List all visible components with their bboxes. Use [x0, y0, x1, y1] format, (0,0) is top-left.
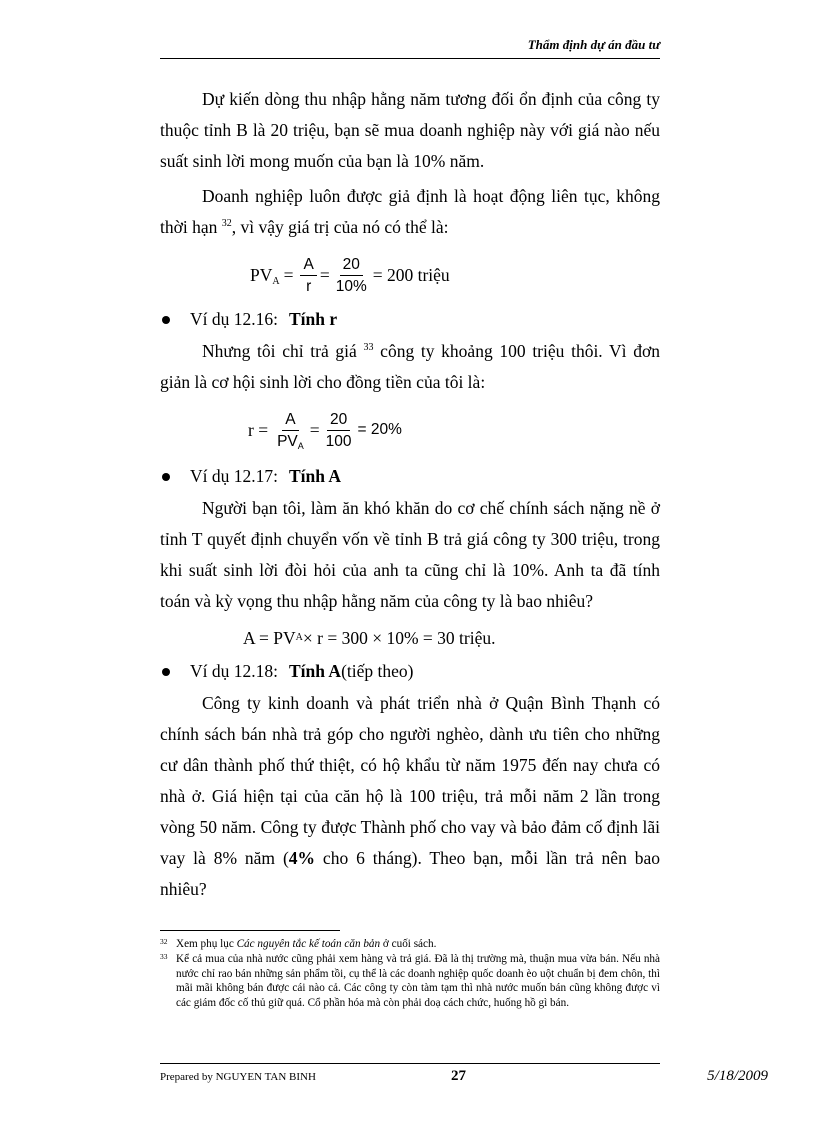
- example-label: Ví dụ 12.16:: [190, 309, 278, 329]
- fraction-denominator: $PV_A$: [277, 432, 304, 451]
- example-heading-12-18: [160, 655, 660, 688]
- fraction-denominator: 10%: [335, 277, 367, 295]
- example-title: Tính A: [289, 661, 342, 681]
- paragraph-offer-price: [160, 336, 660, 398]
- fraction-20-over-100: [323, 410, 355, 451]
- eq-lhs: r =: [248, 419, 269, 440]
- footnote-number: 33: [160, 951, 168, 961]
- example-heading-12-17: [160, 460, 660, 493]
- paragraph-intro: Dự kiến dòng thu nhập hằng năm tương đối ổn định của công ty thuộc tỉnh B là 20 triệu, bạn sẽ mua doanh nghiệp này với giá nào nếu suất sinh lời mong muốn của bạn là 10% năm.: [160, 89, 660, 171]
- bullet-icon: [162, 668, 170, 676]
- page-footer: [160, 1068, 768, 1088]
- equation-rate-of-return: [160, 402, 660, 458]
- footer-divider: [160, 1063, 660, 1064]
- footnotes: [160, 937, 660, 1011]
- bullet-icon: [162, 473, 170, 481]
- footnote-ref-32: 32: [221, 218, 232, 229]
- footnote-divider: [160, 930, 340, 931]
- fraction-numerator: 20: [340, 255, 363, 276]
- fraction-numerator: A: [300, 255, 316, 276]
- paragraph-text: Nhưng tôi chỉ trả giá: [202, 341, 364, 361]
- footnote-text: Xem phụ lục Các nguyên tắc kế toán căn bản ở cuối sách.: [176, 938, 437, 950]
- bold-rate: 4%: [288, 848, 316, 868]
- footnote-text: Kể cả mua của nhà nước cũng phải xem hàng và trả giá. Đã là thị trường mà, thuận mua vừa bán. Nếu nhà nước chỉ rao bán những sản phẩm tồi, cụ thể là các doanh nghiệp quốc doanh èo uột chuẩn bị đem chôn, thì mãi mãi không bán được cái nào cả. Các công ty còn tàm tạm thì nhà nước muốn bán cũng không được vì các giám đốc cố thủ giữ quá. Cổ phần hóa mà còn phải doạ cách chức, huống hồ gì bán.: [176, 952, 660, 1010]
- fraction-a-over-r: [300, 255, 316, 296]
- example-title-suffix: (tiếp theo): [341, 661, 414, 681]
- paragraph-text: , vì vậy giá trị của nó có thể là:: [231, 217, 449, 237]
- equation-annual-income: A = PV A × r = 300 × 10% = 30 triệu.: [243, 627, 496, 648]
- paragraph-installment: [160, 688, 660, 905]
- example-title: Tính r: [289, 309, 338, 329]
- page-number: 27: [451, 1068, 466, 1084]
- footnote-number: 32: [160, 937, 168, 946]
- page-body: [160, 84, 660, 905]
- example-title: Tính A: [289, 466, 342, 486]
- paragraph-friend-company: Người bạn tôi, làm ăn khó khăn do cơ chế chính sách nặng nề ở tỉnh T quyết định chuyển vốn về tỉnh B trả giá công ty 300 triệu, trong khi suất sinh lời đòi hỏi của anh ta cũng chỉ là 10%. Anh ta đã tính toán và kỳ vọng thu nhập hằng năm của công ty là bao nhiêu?: [160, 498, 660, 611]
- paragraph-text: công ty khoảng 100 triệu thôi. Vì đơn giản là cơ hội sinh lời cho đồng tiền của tôi là:: [160, 341, 660, 392]
- eq-result: = 200 triệu: [372, 264, 450, 285]
- eq-equals: =: [309, 419, 320, 440]
- footnote-33: [160, 952, 660, 1011]
- footnote-32: [160, 937, 660, 952]
- eq-equals: =: [283, 264, 294, 285]
- example-label: Ví dụ 12.18:: [190, 661, 278, 681]
- fraction-20-over-10pct: [333, 255, 370, 296]
- eq-lhs: $PV_A$: [250, 264, 280, 287]
- fraction-denominator: r: [306, 277, 312, 295]
- header-divider: [160, 58, 660, 59]
- footnote-ref-33: 33: [363, 342, 374, 353]
- eq-result: = 20%: [357, 421, 402, 438]
- paragraph-text: cho 6 tháng). Theo bạn, mỗi lần trả nên bao nhiêu?: [160, 848, 660, 899]
- footer-author: Prepared by NGUYEN TAN BINH: [160, 1071, 316, 1083]
- eq-equals: =: [319, 264, 330, 285]
- paragraph-text: Doanh nghiệp luôn được giả định là hoạt động liên tục, không thời hạn: [160, 186, 660, 237]
- paragraph-going-concern: [160, 181, 660, 243]
- fraction-denominator: 100: [325, 432, 352, 450]
- fraction-a-over-pva: [274, 410, 307, 451]
- paragraph-text: Công ty kinh doanh và phát triển nhà ở Quận Bình Thạnh có chính sách bán nhà trả góp cho người nghèo, dành ưu tiên cho những cư dân thành phố thứ thiệt, có hộ khẩu từ năm 1975 đến nay chưa có nhà ở. Giá hiện tại của căn hộ là 100 triệu, trả mỗi năm 2 lần trong vòng 50 năm. Công ty được Thành phố cho vay và bảo đảm cố định lãi vay là 8% năm (: [160, 693, 660, 868]
- fraction-numerator: A: [282, 410, 298, 431]
- example-heading-12-16: [160, 303, 660, 336]
- fraction-numerator: 20: [327, 410, 350, 431]
- page-header-title: Thẩm định dự án đầu tư: [527, 37, 660, 52]
- example-label: Ví dụ 12.17:: [190, 466, 278, 486]
- equation-present-value: [160, 247, 660, 303]
- footer-date: 5/18/2009: [707, 1068, 768, 1084]
- bullet-icon: [162, 316, 170, 324]
